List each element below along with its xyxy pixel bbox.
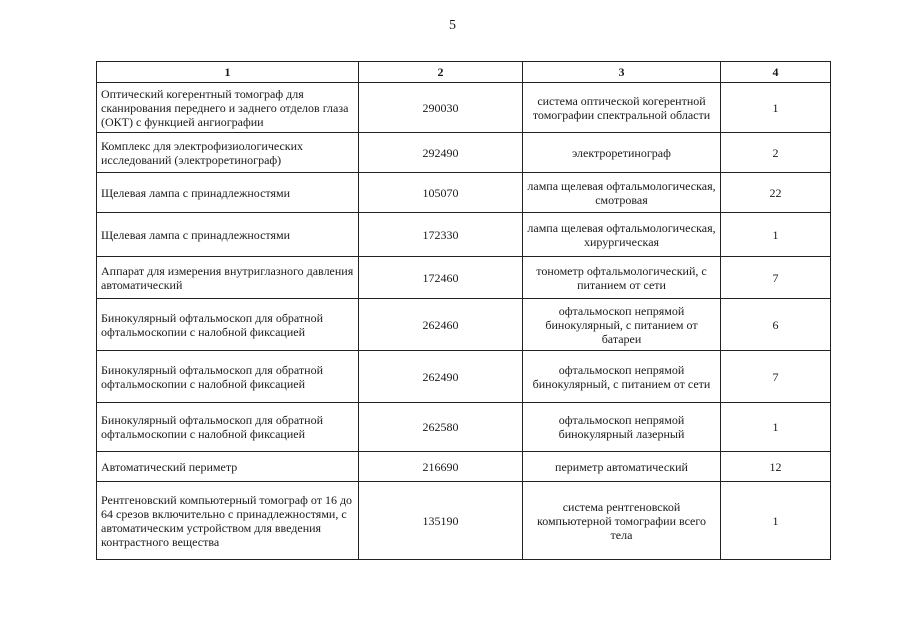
device-name-cell: Бинокулярный офтальмоскоп для обратной офтальмоскопии с налобной фиксацией [97, 403, 359, 452]
code-cell: 172460 [359, 257, 523, 299]
quantity-cell: 2 [721, 133, 831, 173]
code-cell: 292490 [359, 133, 523, 173]
table-row [97, 482, 831, 560]
code-cell: 262490 [359, 351, 523, 403]
table-header-row [97, 62, 831, 83]
table-row [97, 403, 831, 452]
code-cell: 262580 [359, 403, 523, 452]
quantity-cell: 22 [721, 173, 831, 213]
table-row [97, 213, 831, 257]
code-cell: 105070 [359, 173, 523, 213]
quantity-cell: 12 [721, 452, 831, 482]
device-type-cell: система рентгеновской компьютерной томографии всего тела [523, 482, 721, 560]
column-header: 2 [359, 62, 523, 83]
device-type-cell: лампа щелевая офтальмологическая, смотровая [523, 173, 721, 213]
code-cell: 290030 [359, 83, 523, 133]
device-type-cell: периметр автоматический [523, 452, 721, 482]
device-name-cell: Бинокулярный офтальмоскоп для обратной офтальмоскопии с налобной фиксацией [97, 351, 359, 403]
table-row [97, 351, 831, 403]
device-type-cell: офтальмоскоп непрямой бинокулярный, с питанием от батареи [523, 299, 721, 351]
device-name-cell: Комплекс для электрофизиологических исследований (электроретинограф) [97, 133, 359, 173]
table-row [97, 452, 831, 482]
column-header: 4 [721, 62, 831, 83]
code-cell: 135190 [359, 482, 523, 560]
device-name-cell: Автоматический периметр [97, 452, 359, 482]
table-row [97, 83, 831, 133]
device-name-cell: Щелевая лампа с принадлежностями [97, 173, 359, 213]
device-type-cell: офтальмоскоп непрямой бинокулярный, с питанием от сети [523, 351, 721, 403]
column-header: 3 [523, 62, 721, 83]
quantity-cell: 1 [721, 403, 831, 452]
quantity-cell: 7 [721, 257, 831, 299]
device-name-cell: Щелевая лампа с принадлежностями [97, 213, 359, 257]
device-type-cell: система оптической когерентной томографии спектральной области [523, 83, 721, 133]
table-row [97, 133, 831, 173]
table-row [97, 299, 831, 351]
device-name-cell: Рентгеновский компьютерный томограф от 16 до 64 срезов включительно с принадлежностями, с автоматическим устройством для введения контрастного вещества [97, 482, 359, 560]
equipment-table [96, 61, 831, 560]
code-cell: 262460 [359, 299, 523, 351]
column-header: 1 [97, 62, 359, 83]
device-type-cell: офтальмоскоп непрямой бинокулярный лазерный [523, 403, 721, 452]
quantity-cell: 6 [721, 299, 831, 351]
table-row [97, 173, 831, 213]
code-cell: 216690 [359, 452, 523, 482]
device-name-cell: Аппарат для измерения внутриглазного давления автоматический [97, 257, 359, 299]
device-name-cell: Оптический когерентный томограф для сканирования переднего и заднего отделов глаза (ОКТ) с функцией ангиографии [97, 83, 359, 133]
device-type-cell: электроретинограф [523, 133, 721, 173]
device-type-cell: тонометр офтальмологический, с питанием от сети [523, 257, 721, 299]
table-row [97, 257, 831, 299]
device-type-cell: лампа щелевая офтальмологическая, хирургическая [523, 213, 721, 257]
quantity-cell: 1 [721, 83, 831, 133]
page-number: 5 [449, 18, 456, 33]
code-cell: 172330 [359, 213, 523, 257]
quantity-cell: 1 [721, 482, 831, 560]
quantity-cell: 7 [721, 351, 831, 403]
device-name-cell: Бинокулярный офтальмоскоп для обратной офтальмоскопии с налобной фиксацией [97, 299, 359, 351]
quantity-cell: 1 [721, 213, 831, 257]
